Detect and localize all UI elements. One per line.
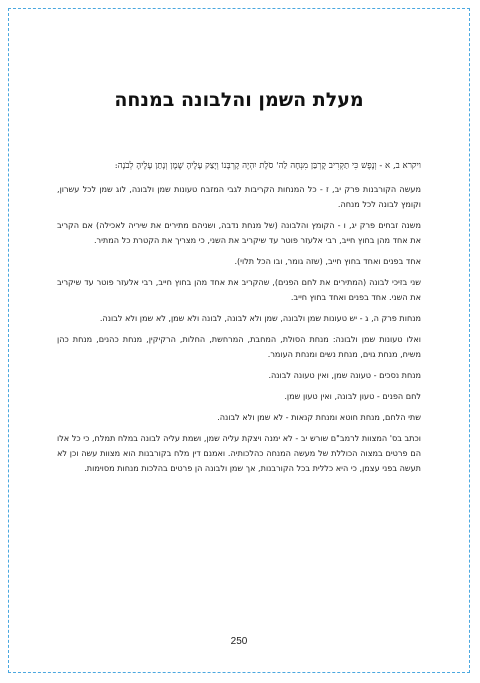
page-title: מעלת השמן והלבונה במנחה (114, 89, 364, 111)
paragraph: ואלו טעונות שמן ולבונה: מנחת הסולת, המחבת, המרחשת, החלות, הרקיקין, מנחת כהנים, מנחת כהן משיח, מנחת גוים, מנחת נשים ומנחת העומר. (57, 334, 421, 359)
paragraph-verse: ויקרא ב, א - וְנֶפֶשׁ כִּי תַקְרִיב קָרְבַּן מִנְחָה לַה' סֹלֶת יִהְיֶה קָרְבָּנוֹ וְיָצַק עָלֶיהָ שֶׁמֶן וְנָתַן עָלֶיהָ לְבֹנָה: (114, 161, 421, 171)
paragraph: וכתב בס' המצוות לרמב"ם שורש יב - לא ימנה ויצקת עליה שמן, ושמת עליה לבונה במלח תמלח, כי כל אלו הם פרטים במצוה הכוללת של מעשה המנחה כהלכותיה. ואמנם דין מלח בקורבנות הוא מצוות עשה וכן לא תעשה בפני עצמן, כי היא כללית בכל הקורבנות, אך שמן ולבונה הן פרטים בהלכות מנחות מסוימות. (57, 433, 421, 473)
paragraph: מנחת נסכים - טעונה שמן, ואין טעונה לבונה. (268, 370, 421, 380)
document-body (57, 159, 421, 482)
paragraph: אחד בפנים ואחד בחוץ חייב, (שזה גומר, ובו הכל תלוי). (234, 256, 421, 266)
paragraph: שתי הלחם, מנחת חוטא ומנחת קנאות - לא שמן ולא לבונה. (217, 412, 421, 422)
page-number: 250 (230, 636, 248, 647)
paragraph: משנה זבחים פרק יג, ו - הקומץ והלבונה (של מנחת נדבה, ושניהם מתירים את שיריה לאכילה) אם הקריב את אחד מהן בחוץ חייב, רבי אלעזר פוטר עד שיקריב את השני, כי מצריך את הקטרת כל המתיר. (57, 220, 421, 245)
paragraph: מנחות פרק ה, ג - יש טעונות שמן ולבונה, שמן ולא לבונה, לבונה ולא שמן, לא שמן ולא לבונה. (99, 313, 421, 323)
paragraph: שני בזיכי לבונה (המתירים את לחם הפנים), שהקריב את אחד מהן בחוץ חייב, רבי אלעזר פוטר עד שיקריב את השני. אחד בפנים ואחד בחוץ חייב. (57, 277, 421, 302)
paragraph: מעשה הקורבנות פרק יב, ז - כל המנחות הקריבות לגבי המזבח טעונות שמן ולבונה, לוג שמן לכל עשרון, וקומץ לבונה לכל מנחה. (57, 184, 421, 209)
page-frame (8, 8, 470, 673)
paragraph: לחם הפנים - טעון לבונה, ואין טעון שמן. (284, 391, 421, 401)
